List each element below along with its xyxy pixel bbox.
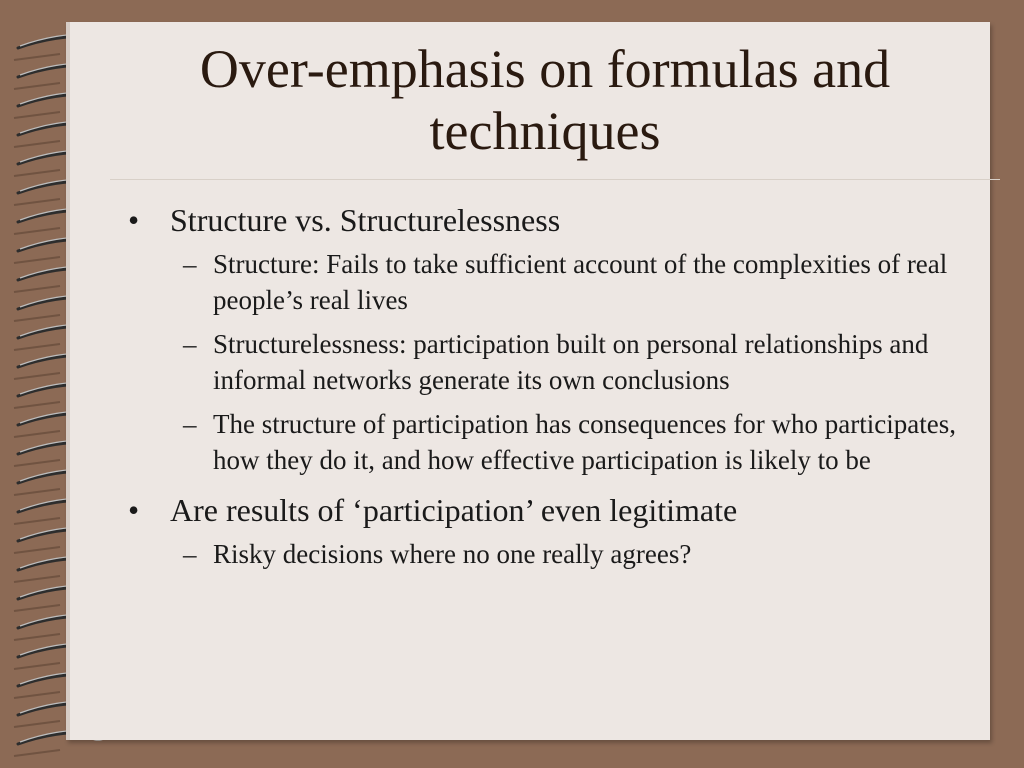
- sub-bullet-item: [128, 536, 958, 572]
- sub-bullet-text: Risky decisions where no one really agrees?: [213, 539, 692, 569]
- bullet-mark: •: [128, 492, 140, 528]
- paper-edge: [66, 22, 70, 740]
- sub-bullet-item: [128, 406, 958, 478]
- bullet-item: [128, 490, 958, 530]
- bullet-item: [128, 200, 958, 240]
- bullet-mark: •: [128, 202, 140, 238]
- sub-bullet-text: Structure: Fails to take sufficient account of the complexities of real people’s real lives: [213, 249, 948, 315]
- slide-body: [128, 200, 958, 580]
- sub-bullet-text: Structurelessness: participation built on personal relationships and informal networks generate its own conclusions: [213, 329, 929, 395]
- bullet-text: Structure vs. Structurelessness: [170, 202, 561, 238]
- sub-bullet-mark: –: [183, 329, 197, 359]
- bullet-text: Are results of ‘participation’ even legitimate: [170, 492, 738, 528]
- sub-bullet-mark: –: [183, 539, 197, 569]
- sub-bullet-mark: –: [183, 249, 197, 279]
- title-divider: [110, 179, 1000, 180]
- sub-bullet-item: [128, 246, 958, 318]
- sub-bullet-item: [128, 326, 958, 398]
- sub-bullet-text: The structure of participation has consequences for who participates, how they do it, and how effective participation is likely to be: [213, 409, 956, 475]
- slide-title: Over-emphasis on formulas and techniques: [199, 39, 891, 161]
- sub-bullet-mark: –: [183, 409, 197, 439]
